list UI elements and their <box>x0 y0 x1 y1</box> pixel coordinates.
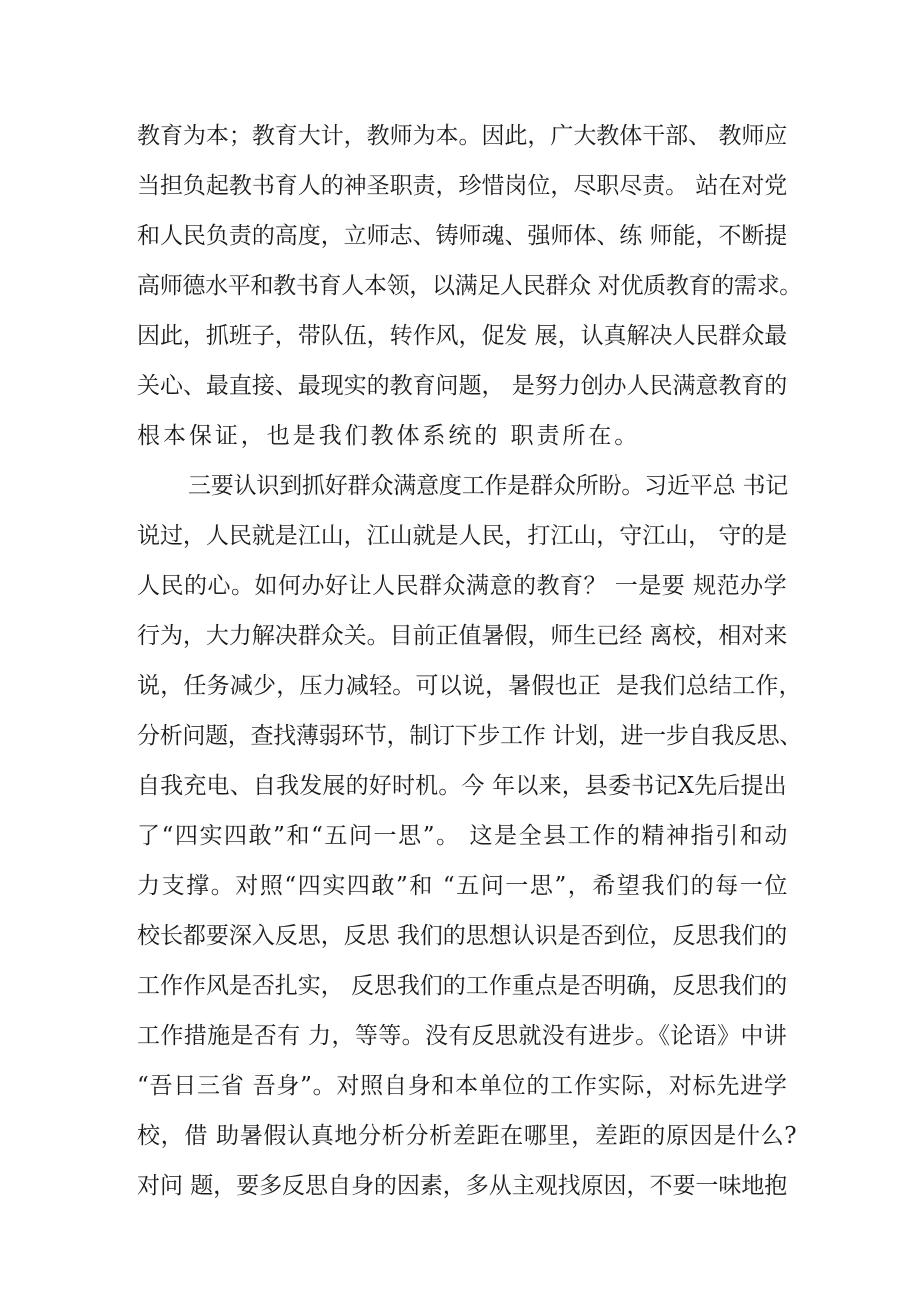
text-line: 校长都要深入反思，反思 我们的思想认识是否到位，反思我们的 <box>137 923 788 949</box>
text-line: 因此，抓班子，带队伍，转作风，促发 展，认真解决人民群众最 <box>137 323 788 349</box>
text-line: 工作措施是否有 力，等等。没有反思就没有进步。《论语》中讲 <box>137 1023 788 1049</box>
text-line: 关心、最直接、最现实的教育问题， 是努力创办人民满意教育的 <box>137 373 788 399</box>
text-line: 了“四实四敢”和“五问一思”。 这是全县工作的精神指引和动 <box>137 823 789 849</box>
text-line: 教育为本；教育大计，教师为本。因此，广大教体干部、 教师应 <box>137 123 788 149</box>
text-line: 对问 题，要多反思自身的因素，多从主观找原因，不要一味地抱 <box>137 1173 788 1199</box>
text-line: 自我充电、自我发展的好时机。今 年以来，县委书记X先后提出 <box>137 773 787 799</box>
text-line: 说过，人民就是江山，江山就是人民，打江山，守江山， 守的是 <box>137 523 788 549</box>
text-line: 说，任务减少，压力减轻。可以说，暑假也正 是我们总结工作， <box>137 673 802 699</box>
text-line: 三要认识到抓好群众满意度工作是群众所盼。习近平总 书记 <box>188 473 789 499</box>
text-line: 分析问题，查找薄弱环节，制订下步工作 计划，进一步自我反思、 <box>137 723 803 749</box>
text-line: 校，借 助暑假认真地分析分析差距在哪里，差距的原因是什么? <box>137 1123 798 1149</box>
text-line: 行为，大力解决群众关。目前正值暑假，师生已经 离校，相对来 <box>137 623 788 649</box>
text-line: 当担负起教书育人的神圣职责，珍惜岗位，尽职尽责。 站在对党 <box>137 173 788 199</box>
text-line: 工作作风是否扎实， 反思我们的工作重点是否明确，反思我们的 <box>137 973 788 999</box>
text-line: 力支撑。对照“四实四敢”和 “五问一思”，希望我们的每一位 <box>137 873 789 899</box>
text-line: 高师德水平和教书育人本领，以满足人民群众 对优质教育的需求。 <box>137 273 803 299</box>
text-line: 根本保证，也是我们教体系统的 职责所在。 <box>137 423 641 449</box>
text-line: 和人民负责的高度，立师志、铸师魂、强师体、练 师能，不断提 <box>137 223 788 249</box>
text-line: 人民的心。如何办好让人民群众满意的教育？ 一是要 规范办学 <box>137 573 788 599</box>
text-line: “吾日三省 吾身”。对照自身和本单位的工作实际，对标先进学 <box>137 1073 788 1099</box>
